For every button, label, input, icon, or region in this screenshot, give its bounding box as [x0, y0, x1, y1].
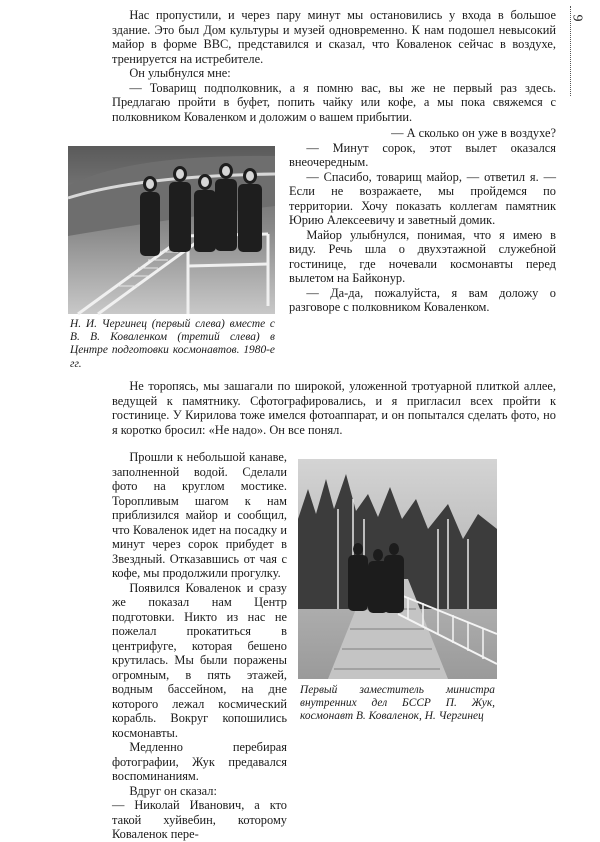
paragraph: — А сколько он уже в воздухе?	[391, 126, 556, 140]
photo-caption-2: Первый заместитель министра внутренних дел БССР П. Жук, космонавт В. Коваленок, Н. Чергинец	[300, 684, 495, 723]
paragraph: — Николай Иванович, а кто такой хуйвебин, которому Коваленок пере-	[112, 798, 287, 841]
paragraph: Майор улыбнулся, понимая, что я имею в виду. Речь шла о двухэтажной служебной гостинице, где ночевали космонавты перед вылетом на Байконур.	[289, 227, 556, 285]
photo-bridge	[298, 459, 497, 679]
paragraph: Медленно перебирая фотографии, Жук предавался воспоминаниям.	[112, 740, 287, 783]
photo-bridge-image	[298, 459, 497, 679]
paragraph: Нас пропустили, и через пару минут мы остановились у входа в большое здание. Это был Дом культуры и музей одновременно. К нам подошел невысокий майор в форме ВВС, представился и сказал, что Коваленок сейчас в воздухе, тренируется на истребителе.	[112, 8, 556, 66]
paragraph: Прошли к небольшой канаве, заполненной водой. Сделали фото на круглом мостике. Торопливым шагом к нам приблизился майор и сообщил, что Коваленок идет на посадку и минут через сорок прибудет в Звездный. Отказавшись от чая с кофе, мы продолжили прогулку.	[112, 450, 287, 580]
text-block-right-column	[289, 126, 556, 375]
photo-cosmonaut-center	[68, 146, 275, 314]
paragraph: — Товарищ подполковник, а я помню вас, вы же не первый раз здесь. Предлагаю пройти в буфет, попить чайку или кофе, а мы пока свяжемся с полковником Коваленком и доложим о вашем прибытии.	[112, 80, 556, 124]
paragraph: Вдруг он сказал:	[129, 783, 217, 798]
photo-cosmonaut-center-image	[68, 146, 275, 314]
paragraph: Не торопясь, мы зашагали по широкой, уложенной тротуарной плиткой аллее, ведущей к памятнику. Сфотографировались, и я пригласил всех пройти к гостинице. У Кирилова тоже имелся фотоаппарат, и он попытался сделать фото, но я коротко бросил: «Не надо». Он все понял.	[112, 379, 556, 437]
text-block-left-column	[112, 450, 287, 841]
text-block-middle	[112, 379, 556, 441]
paragraph: — Да-да, пожалуйста, я вам доложу о разговоре с полковником Коваленком.	[289, 285, 556, 314]
photo-caption-1: Н. И. Чергинец (первый слева) вместе с В. В. Коваленком (третий слева) в Центре подготовки космонавтов. 1980-е гг.	[70, 318, 275, 370]
paragraph: — Спасибо, товарищ майор, — ответил я. — Если не возражаете, мы пройдемся по территории. Хочу показать коллегам памятник Юрию Алексеевичу и заветный домик.	[289, 169, 556, 227]
paragraph: Он улыбнулся мне:	[129, 66, 231, 80]
page-number	[570, 6, 593, 96]
page-number-text: 9	[569, 14, 585, 22]
paragraph: — Минут сорок, этот вылет оказался внеочередным.	[289, 140, 556, 169]
paragraph: Появился Коваленок и сразу же показал нам Центр подготовки. Никто из нас не пожелал прокатиться в центрифуге, которая бешено крутилась. Мы были поражены огромным, в пять этажей, водным бассейном, на дне которого лежал космический корабль. Вокруг копошились космонавты.	[112, 580, 287, 740]
text-block-top	[112, 8, 556, 126]
